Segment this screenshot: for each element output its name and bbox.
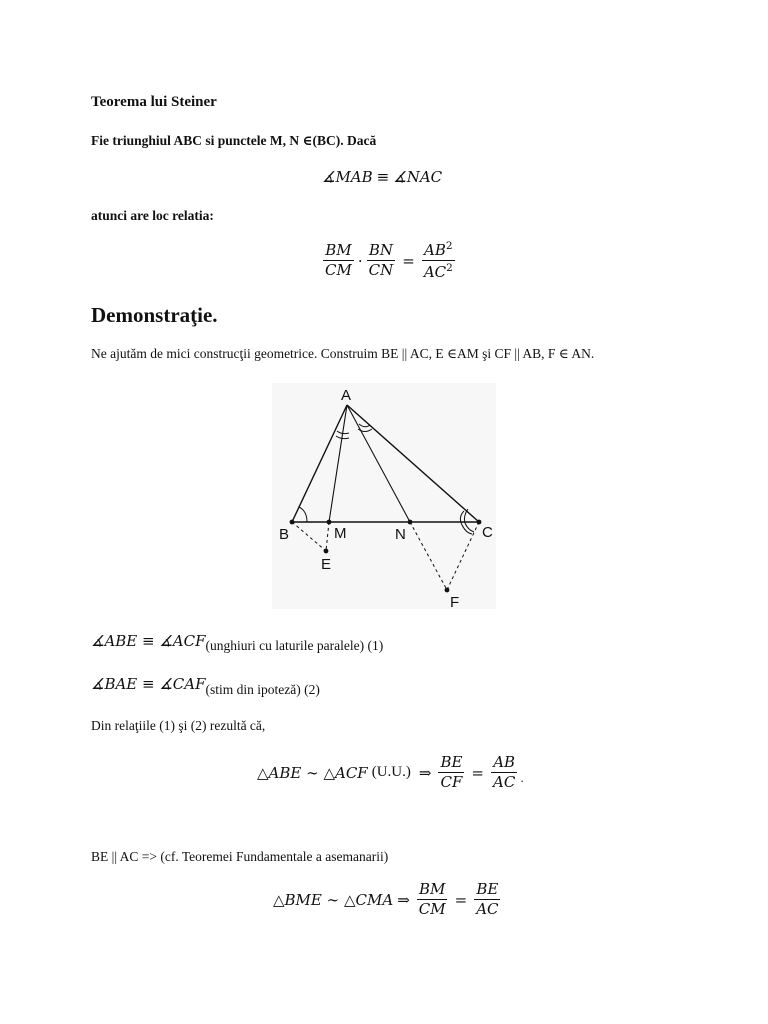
step-1-note: (unghiuri cu laturile paralele) (1) (205, 638, 384, 653)
point-e (324, 549, 329, 554)
fraction-denominator: CN (368, 261, 394, 280)
fraction-bm-cm (323, 242, 354, 280)
hypothesis-equation (322, 168, 442, 186)
page-title: Teorema lui Steiner (91, 94, 217, 110)
denominator-exponent: 2 (446, 262, 453, 275)
label-e: E (321, 556, 332, 573)
step-2 (91, 675, 320, 697)
figure-background (272, 383, 496, 609)
statement-intro: Fie triunghiul ABC si punctele M, N ∈(BC). Dacă (91, 133, 377, 148)
conclusion-intro: Din relaţiile (1) şi (2) rezultă că, (91, 718, 266, 733)
label-b: B (279, 526, 290, 543)
hypothesis-right: ∡NAC (393, 168, 443, 186)
proof-heading: Demonstraţie. (91, 303, 218, 327)
implies-arrow: ⇒ (418, 763, 432, 782)
fraction-ab2-ac2 (422, 240, 455, 282)
statement-then: atunci are loc relatia: (91, 208, 214, 223)
point-n (408, 520, 413, 525)
fraction-numerator: BE (474, 881, 500, 900)
equals-sign: = (454, 890, 468, 909)
similarity-left: △ABE ∼ △ACF (257, 763, 368, 782)
label-a: A (341, 387, 352, 404)
label-c: C (482, 524, 493, 541)
fraction-denominator (422, 261, 455, 281)
hypothesis-left: ∡MAB (322, 168, 373, 186)
label-n: N (395, 526, 406, 543)
fraction-denominator: AC (493, 773, 516, 792)
steiner-relation (320, 240, 458, 282)
fraction-numerator: BM (417, 881, 447, 900)
similarity-left: △BME ∼ △CMA (273, 890, 394, 909)
point-m (327, 520, 332, 525)
parallel-text: BE || AC => (cf. Teoremei Fundamentale a asemanarii) (91, 849, 389, 864)
fraction-denominator: CF (440, 773, 463, 792)
fraction-bn-cn (367, 242, 396, 280)
triangle-figure (272, 383, 496, 609)
step-2-math: ∡BAE ≡ ∡CAF (91, 675, 206, 693)
fraction-ab-ac (491, 754, 517, 792)
fraction-denominator: AC (476, 900, 499, 919)
step-2-note: (stim din ipoteză) (2) (205, 682, 320, 697)
equals-sign: = (402, 251, 415, 270)
trailing-dot: . (520, 772, 524, 786)
step-1-math: ∡ABE ≡ ∡ACF (91, 632, 206, 650)
equals-sign: = (471, 763, 484, 782)
label-m: M (334, 525, 347, 542)
fraction-denominator: CM (325, 261, 352, 280)
fraction-denominator: CM (418, 900, 446, 919)
point-c (477, 520, 482, 525)
fraction-numerator: BE (438, 754, 464, 773)
fraction-be-ac (474, 881, 500, 919)
fraction-bm-cm (417, 881, 448, 919)
implies-arrow: ⇒ (397, 890, 410, 909)
point-b (290, 520, 295, 525)
multiply-dot: · (357, 251, 363, 270)
similarity-bme-cma (273, 881, 504, 919)
numerator-base: AB (424, 241, 446, 259)
fraction-numerator: AB (491, 754, 517, 773)
fraction-numerator: BN (367, 242, 395, 261)
point-f (445, 588, 450, 593)
fraction-be-cf (438, 754, 464, 792)
fraction-numerator: BM (323, 242, 353, 261)
label-f: F (450, 594, 460, 609)
construction-text: Ne ajutăm de mici construcţii geometrice. Construim BE || AC, E ∈AM şi CF || AB, F ∈ AN. (91, 346, 595, 361)
similarity-abe-acf (257, 754, 524, 792)
numerator-exponent: 2 (445, 240, 453, 252)
fraction-numerator (422, 240, 455, 261)
hypothesis-rel: ≡ (376, 168, 390, 186)
step-1 (91, 632, 384, 653)
similarity-criterion: (U.U.) (371, 764, 411, 781)
denominator-base: AC (423, 263, 447, 282)
